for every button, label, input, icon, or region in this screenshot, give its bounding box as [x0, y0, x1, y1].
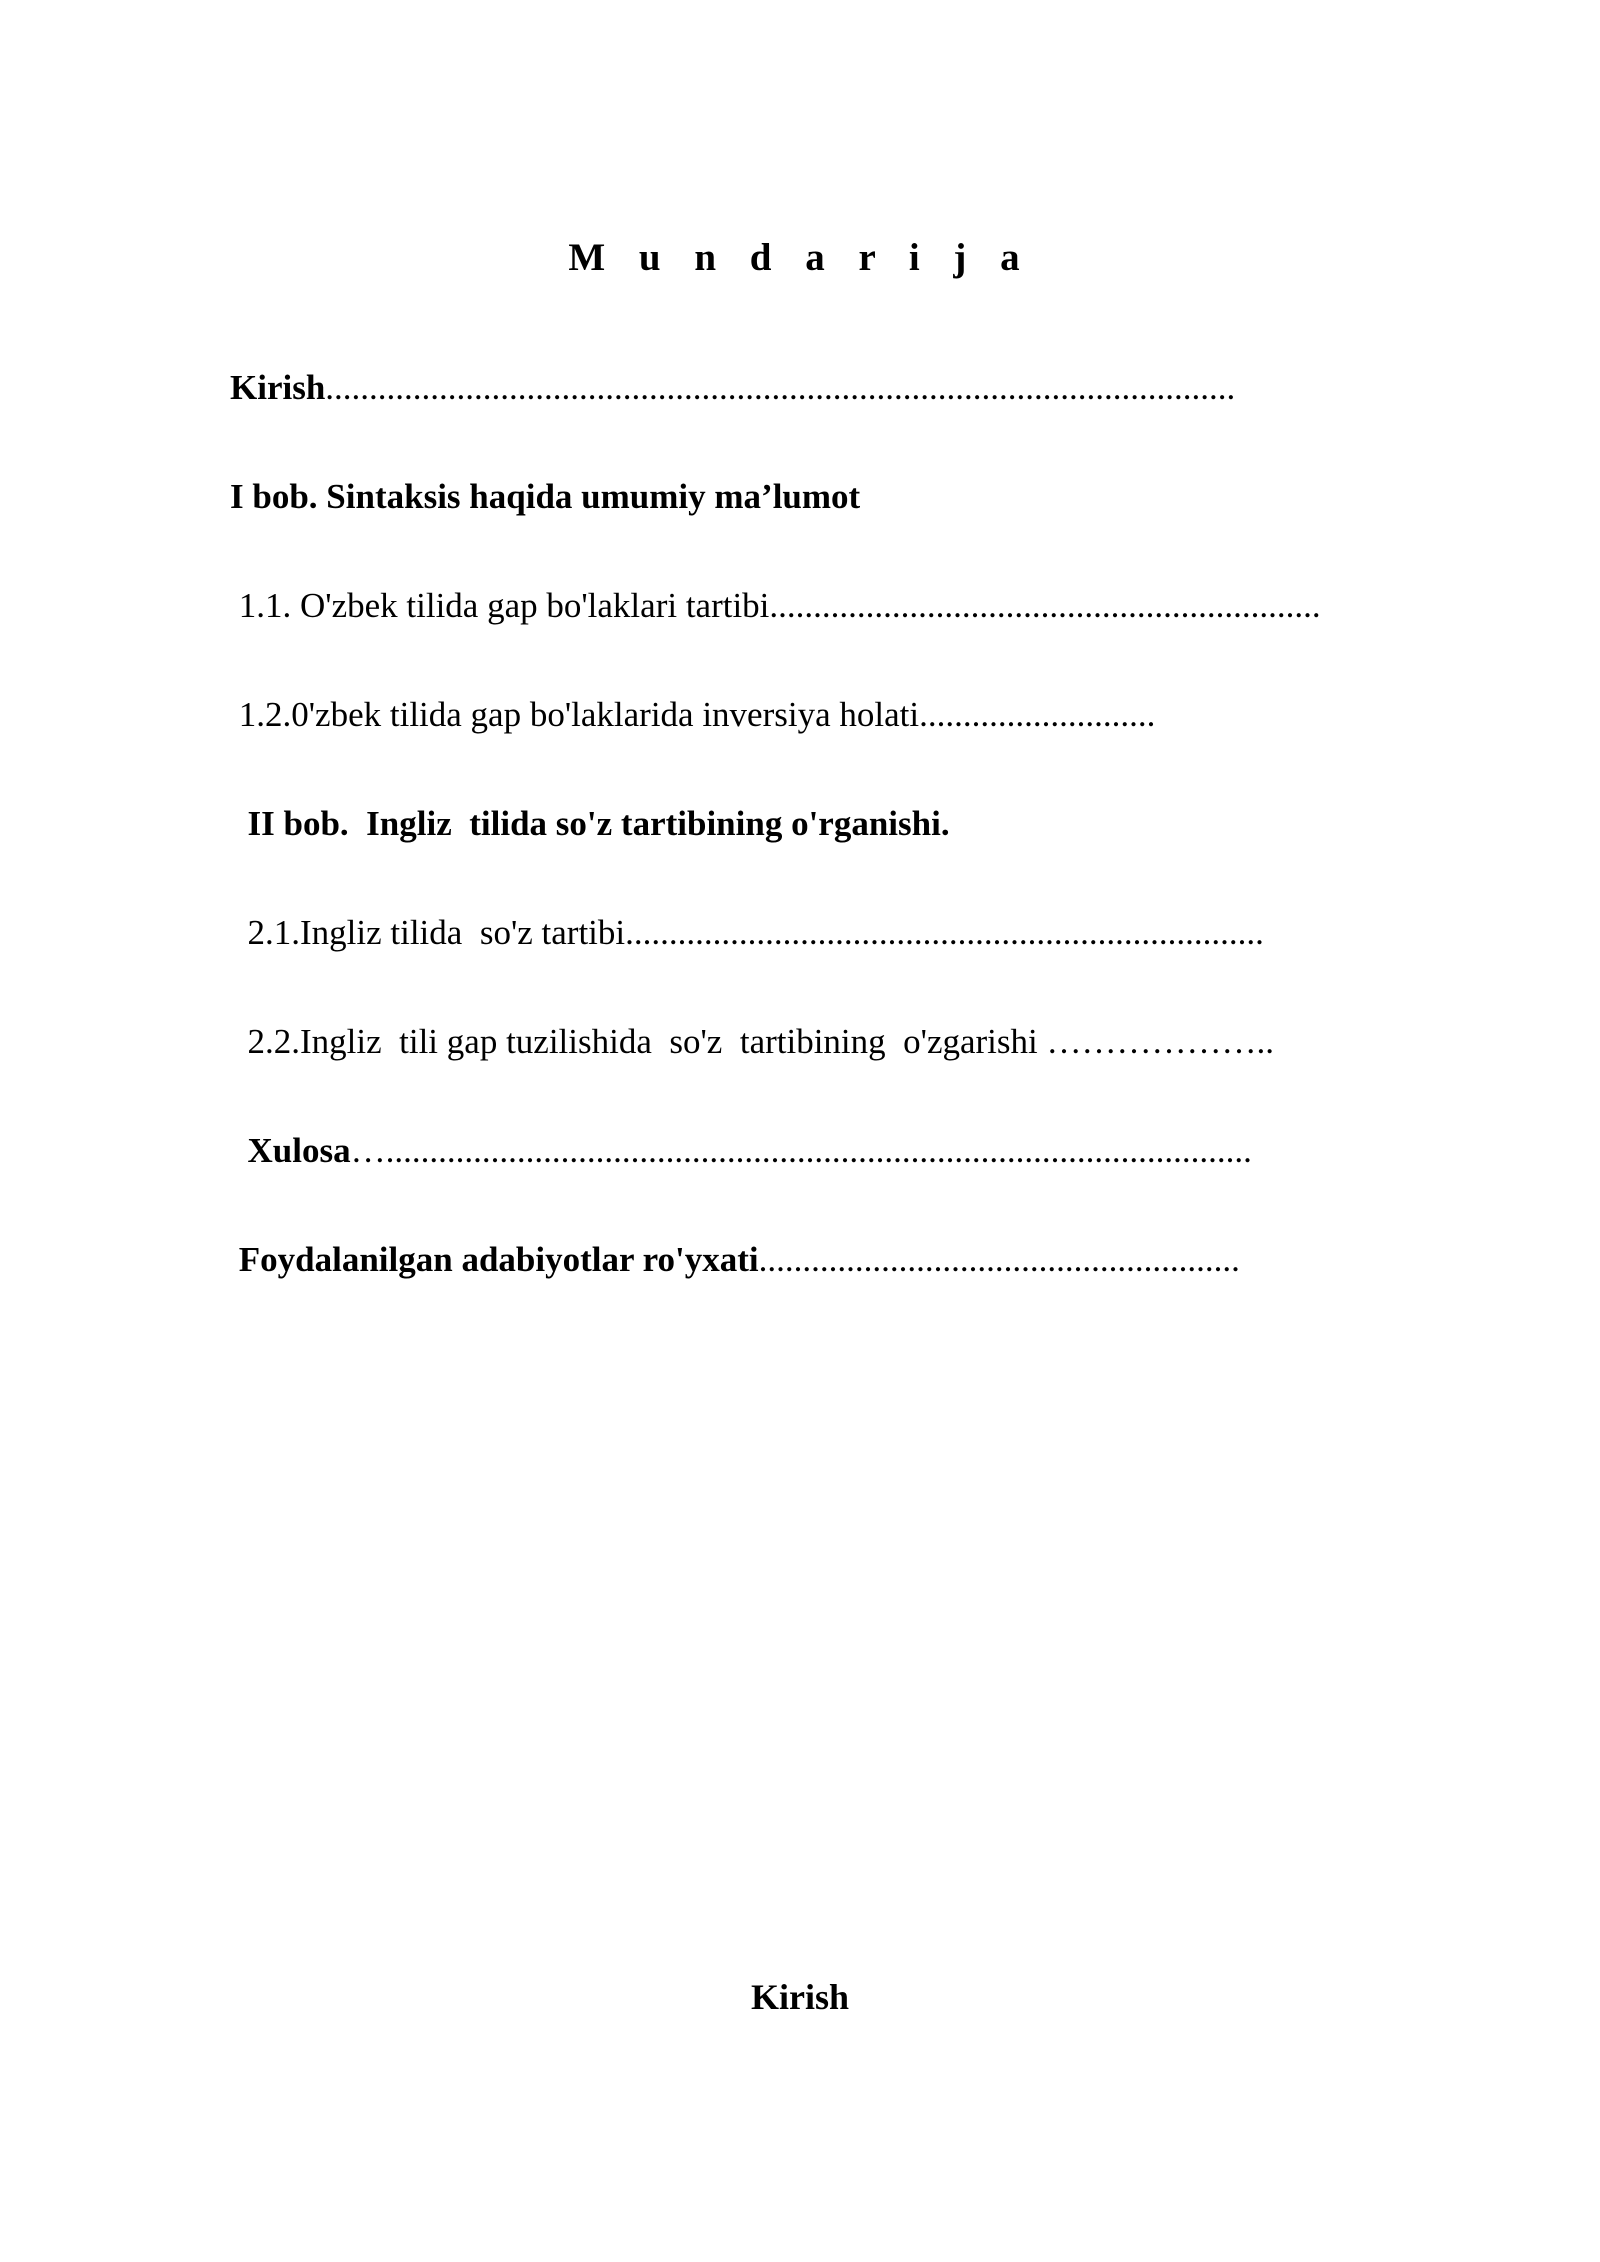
toc-entry-label: I bob. Sintaksis haqida umumiy ma’lumot: [230, 477, 861, 516]
toc-entry-label: Xulosa: [230, 1131, 351, 1170]
toc-chapter-2: [230, 802, 950, 846]
toc-entry-leader: ...........................: [919, 695, 1156, 734]
toc-chapter-1: [230, 475, 860, 519]
toc-entry-label: Foydalanilgan adabiyotlar ro'yxati: [230, 1240, 759, 1279]
toc-entry-label: 1.2.0'zbek tilida gap bo'laklarida inversiya holati: [230, 695, 920, 734]
section-heading: Kirish: [750, 1977, 849, 2017]
toc-entry-leader: ………………..: [1046, 1022, 1275, 1061]
toc-entry-label: Kirish: [230, 368, 326, 407]
toc-section-1-2: [230, 693, 1155, 737]
toc-section-1-1: [230, 584, 1321, 628]
toc-entry-leader: ........................................................................................................: [325, 368, 1236, 407]
toc-entry-label: 2.1.Ingliz tilida so'z tartibi: [230, 913, 626, 952]
toc-title: M u n d a r i j a: [568, 236, 1032, 279]
toc-entry-leader: …...................................................................................................: [350, 1131, 1252, 1170]
toc-section-2-2: [230, 1020, 1274, 1064]
toc-entry-label: 1.1. O'zbek tilida gap bo'laklari tartibi: [230, 586, 770, 625]
toc-entry-label: 2.2.Ingliz tili gap tuzilishida so'z tartibining o'zgarishi: [230, 1022, 1047, 1061]
toc-entry-leader: .......................................................: [758, 1240, 1240, 1279]
toc-entry-leader: .........................................................................: [625, 913, 1264, 952]
toc-entry-kirish: [230, 366, 1235, 410]
toc-entry-leader: ...............................................................: [769, 586, 1321, 625]
toc-entry-references: [230, 1238, 1240, 1282]
toc-entry-xulosa: [230, 1129, 1252, 1173]
toc-entry-label: II bob. Ingliz tilida so'z tartibining o'rganishi.: [230, 804, 950, 843]
toc-section-2-1: [230, 911, 1264, 955]
